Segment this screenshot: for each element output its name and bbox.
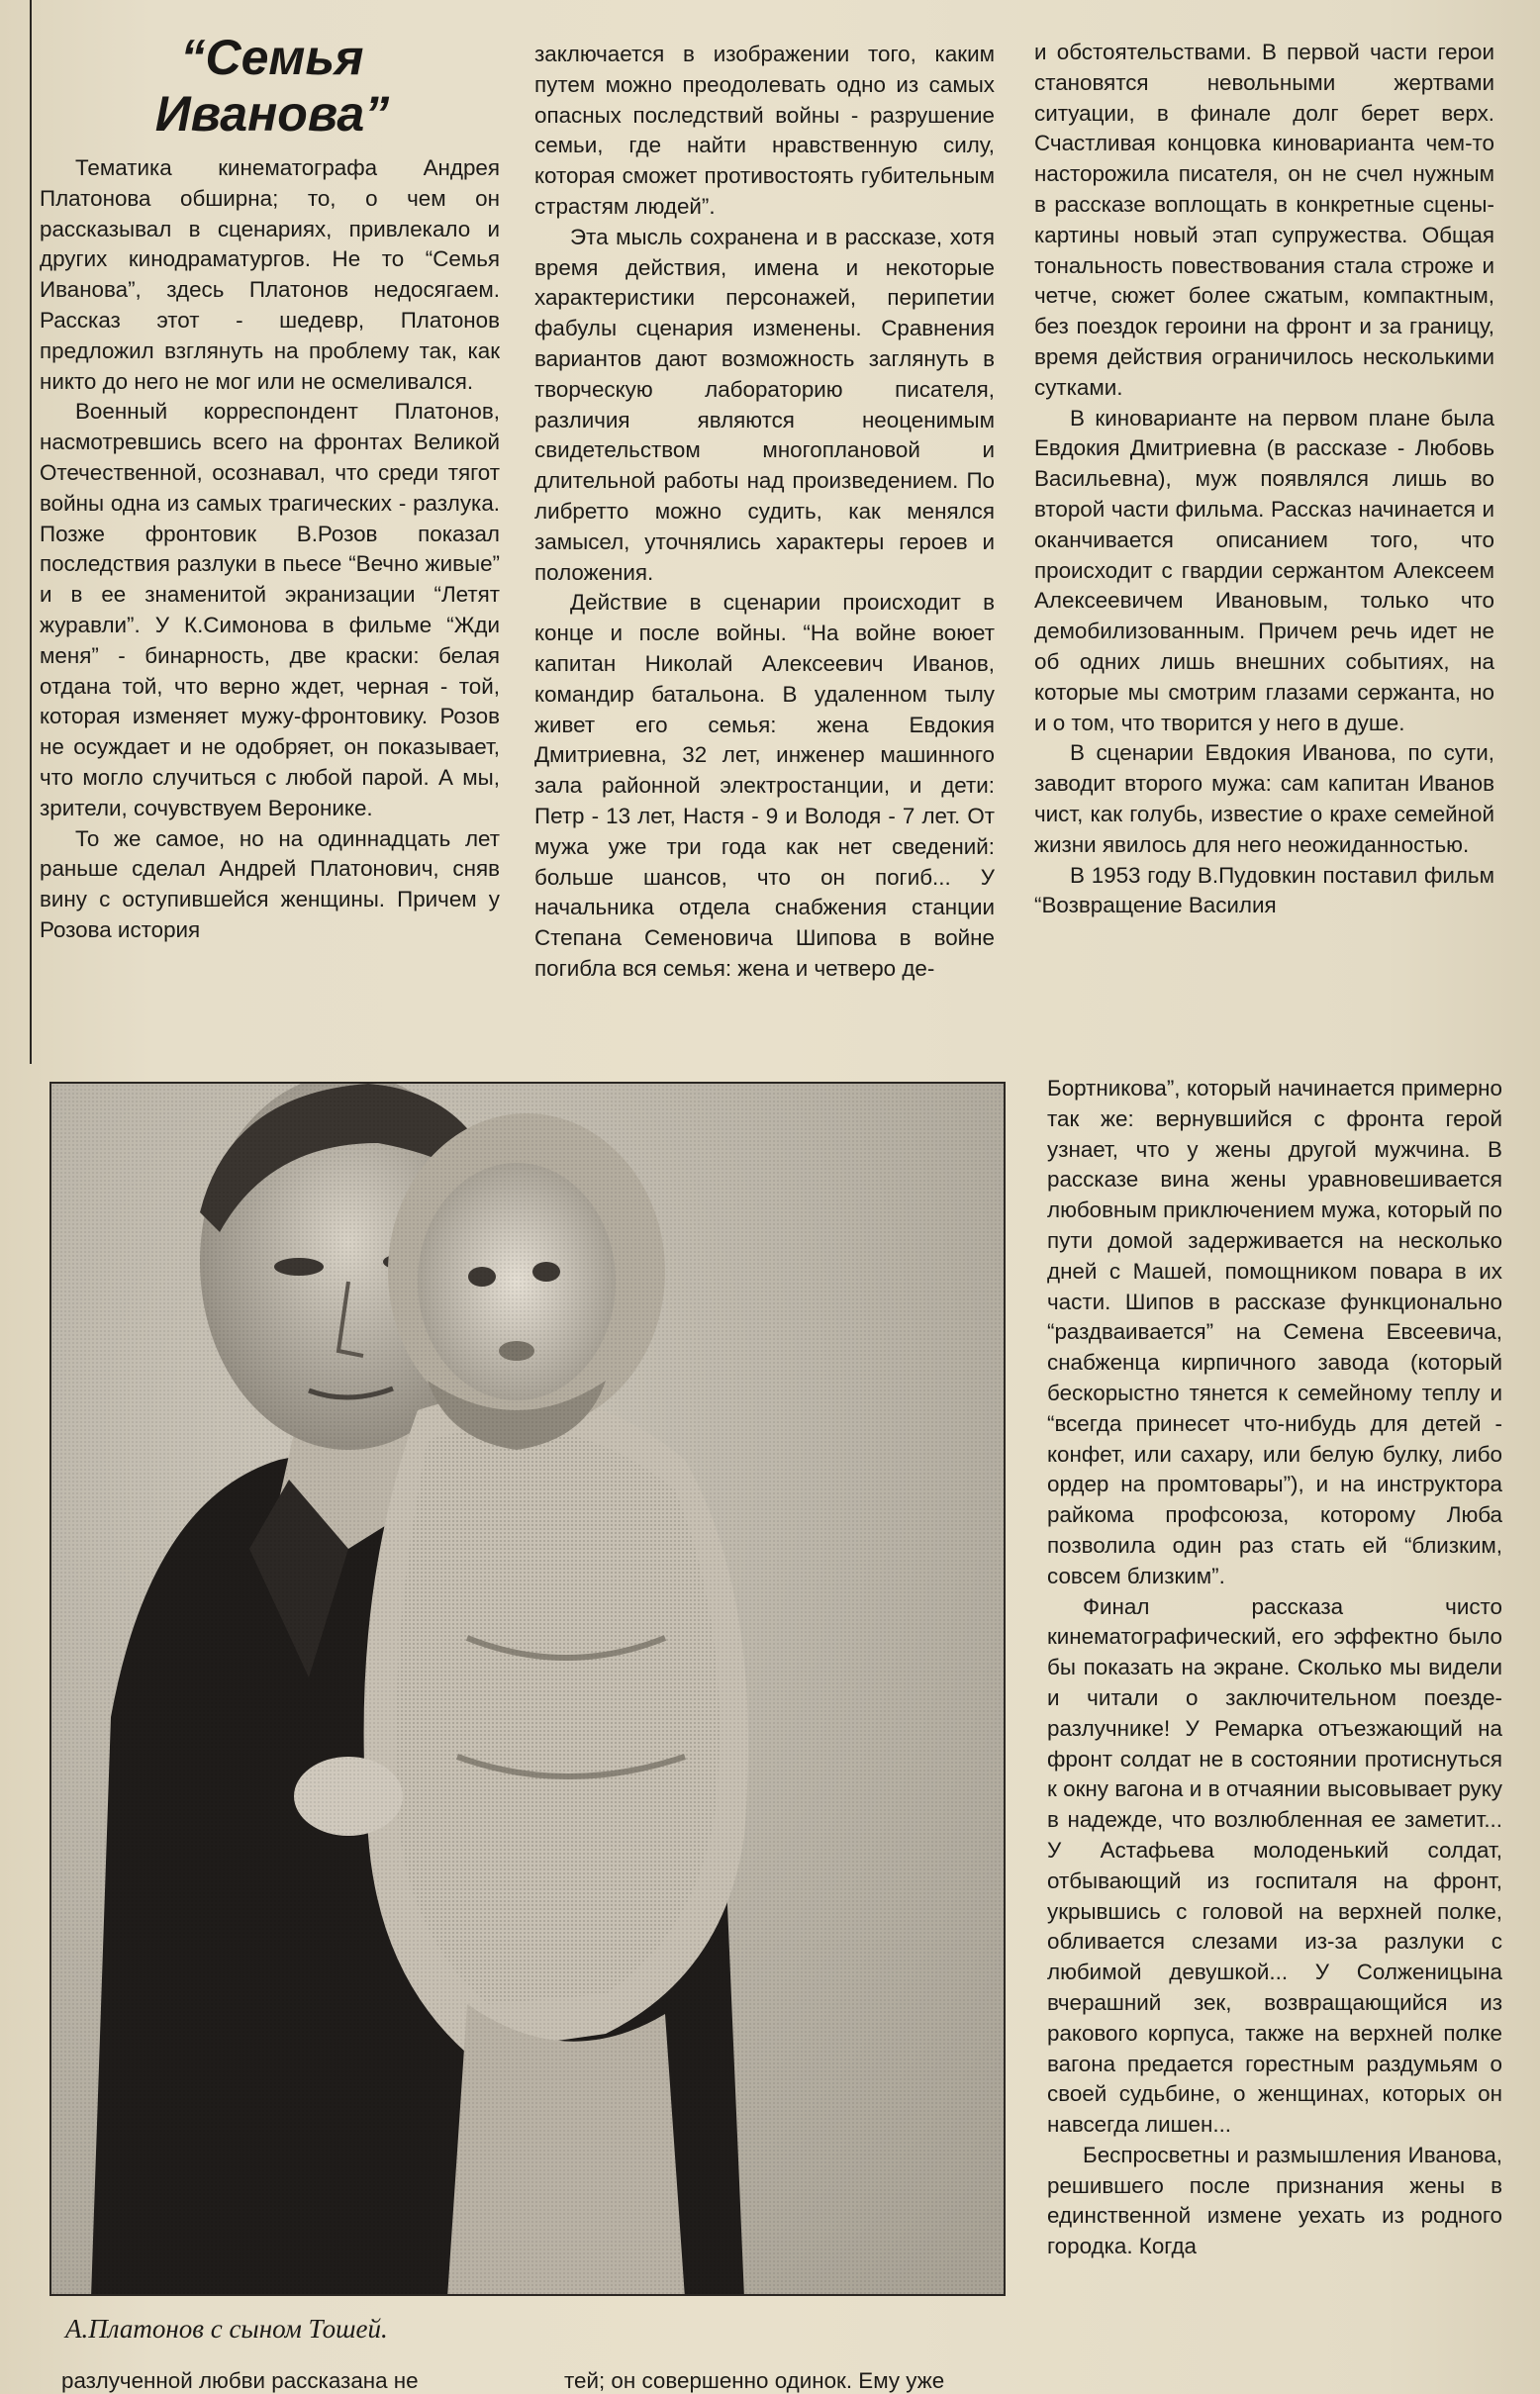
column-3-top [1034,38,1494,921]
photo-image [51,1084,1006,2296]
cut-off-line: тей; он совершенно одинок. Ему уже [564,2368,945,2393]
paragraph: В 1953 году В.Пудовкин поставил фильм “Возвращение Василия [1034,862,1494,918]
paragraph: В сценарии Евдокия Иванова, по сути, заводит второго мужа: сам капитан Иванов чист, как голубь, известие о крахе семейной жизни явилось для него неожиданностью. [1034,740,1494,857]
paragraph: Финал рассказа чисто кинематографический, его эффектно было бы показать на экране. Сколько мы видели и читали о заключительном поезде-разлучнике! У Ремарка отъезжающий на фронт солдат не в состоянии протиснуться к окну вагона и в отчаянии высовывает руку в надежде, что возлюбленная ее заметит... У Астафьева молоденький солдат, отбывающий из госпиталя на фронт, укрывшись с головой на верхней полке, обливается слезами из-за разлуки с любимой девушкой... У Солженицына вчерашний зек, возвращающийся из ракового корпуса, также на верхней полке вагона предается горестным раздумьям о своей судьбине, о женщинах, которых он навсегда лишен... [1047,1593,1502,2138]
paragraph: То же самое, но на одиннадцать лет раньше сделал Андрей Платонович, сняв вину с оступившейся женщины. Причем у Розова история [40,825,500,942]
paragraph: Военный корреспондент Платонов, насмотревшись всего на фронтах Великой Отечественной, осознавал, что среди тягот войны одна из самых трагических - разлука. Позже фронтовик В.Розов показал последствия разлуки в пьесе “Вечно живые” и в ее знаменитой экранизации “Летят журавли”. У К.Симонова в фильме “Жди меня” - бинарность, две краски: белая отдана той, что верно ждет, черная - той, которая изменяет мужу-фронтовику. Розов не осуждает и не одобряет, он показывает, что могло случиться с любой парой. А мы, зрители, сочувствуем Веронике. [40,399,500,820]
column-2 [534,40,995,985]
cut-off-line: разлученной любви рассказана не [61,2368,419,2393]
article-headline: “Семья Иванова” [154,30,390,142]
paragraph: заключается в изображении того, каким путем можно преодолевать одно из самых опасных последствий войны - разрушение семьи, где найти нравственную силу, которая сможет противостоять губительным страстям людей”. [534,42,995,219]
paragraph: В киноварианте на первом плане была Евдокия Дмитриевна (в рассказе - Любовь Васильевна), муж появлялся лишь во второй части фильма. Рассказ начинается и оканчивается описанием того, что происходит с гвардии сержантом Алексеем Алексеевичем Ивановым, только что демобилизованным. Причем речь идет не об одних лишь внешних событиях, на которые мы смотрим глазами сержанта, но и о том, что творится у него в душе. [1034,405,1494,735]
paragraph: Эта мысль сохранена и в рассказе, хотя время действия, имена и некоторые характеристики персонажей, перипетии фабулы сценария изменены. Сравнения вариантов дают возможность заглянуть в творческую лабораторию писателя, различия являются неоценимым свидетельством многоплановой и длительной работы над произведением. По либретто можно судить, как менялся замысел, уточнялись характеры героев и положения. [534,224,995,585]
paragraph: Бортникова”, который начинается примерно так же: вернувшийся с фронта герой узнает, что у жены другой мужчина. В рассказе вина жены уравновешивается любовным приключением мужа, который по пути домой задерживается на несколько дней с Машей, помощником повара в их части. Шипов в рассказе функционально “раздваивается” на Семена Евсеевича, снабженца кирпичного завода (который бескорыстно тянется к семейному теплу и “всегда принесет что-нибудь для детей - конфет, или сахару, или белую булку, либо ордер на промтовары”), и на инструктора райкома профсоюза, которому Люба позволила один раз стать ей “близким, совсем близким”. [1047,1076,1502,1588]
photo-caption: А.Платонов с сыном Тошей. [65,2314,388,2344]
paragraph: Беспросветны и размышления Иванова, решившего после признания жены в единственной измене уехать из родного городка. Когда [1047,2142,1502,2259]
photo-platonov-with-son [49,1082,1006,2296]
paragraph: Тематика кинематографа Андрея Платонова обширна; то, о чем он рассказывал в сценариях, привлекало и других кинодраматургов. Не то “Семья Иванова”, здесь Платонов недосягаем. Рассказ этот - шедевр, Платонов предложил взглянуть на проблему так, как никто до него не мог или не осмеливался. [40,155,500,394]
column-3-bottom [1047,1074,1502,2262]
paragraph: Действие в сценарии происходит в конце и после войны. “На войне воюет капитан Николай Алексеевич Иванов, командир батальона. В удаленном тылу живет его семья: жена Евдокия Дмитриевна, 32 лет, инженер машинного зала районной электростанции, и дети: Петр - 13 лет, Настя - 9 и Володя - 7 лет. От мужа уже три года как нет сведений: больше шансов, что он погиб... У начальника отдела снабжения станции Степана Семеновича Шипова в войне погибла вся семья: жена и четверо де- [534,590,995,981]
paragraph: и обстоятельствами. В первой части герои становятся невольными жертвами ситуации, в финале долг берет верх. Счастливая концовка киноварианта чем-то насторожила писателя, он не счел нужным в рассказе воплощать в конкретные сцены-картины новый этап супружества. Общая тональность повествования стала строже и четче, сюжет более сжатым, компактным, без поездок героини на фронт и за границу, время действия ограничилось несколькими сутками. [1034,40,1494,400]
column-1 [40,153,500,946]
column-rule [30,0,32,1064]
